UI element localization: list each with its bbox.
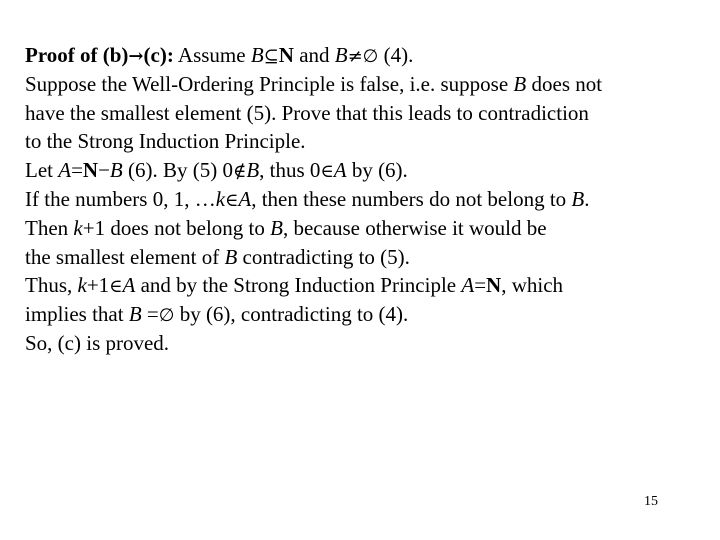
var-k: k (77, 273, 87, 298)
text-span: If the numbers 0, 1, … (25, 186, 216, 211)
proof-line-5 (25, 156, 715, 185)
var-A: A (461, 273, 475, 298)
proof-label: Proof of (b) (25, 43, 129, 67)
set-N: N (486, 273, 502, 298)
proof-line-6 (25, 185, 715, 214)
text-span: . (584, 186, 590, 211)
text-span: , because otherwise it would be (282, 215, 547, 240)
proof-line-3: have the smallest element (5). Prove that this leads to contradiction (25, 100, 589, 125)
text-span: Let (25, 158, 59, 183)
var-B: B (571, 186, 585, 211)
proof-label-target: (c): (143, 43, 174, 67)
text-span: and by the Strong Induction Principle (135, 273, 462, 298)
text-span: Assume (173, 43, 251, 67)
text-span: (6). By (5) 0 (122, 158, 233, 183)
text-span: +1 (86, 273, 110, 298)
var-A: A (238, 186, 252, 211)
var-A: A (58, 158, 72, 183)
set-N: N (82, 158, 99, 183)
empty-set-symbol: ∅ (158, 305, 175, 327)
var-k: k (215, 186, 226, 211)
neq-empty-symbol: ≠∅ (347, 46, 379, 67)
var-B: B (109, 158, 123, 183)
proof-line-10 (25, 300, 715, 329)
var-B: B (513, 71, 527, 96)
proof-line-4: to the Strong Induction Principle. (25, 129, 306, 154)
text-span: by (6), contradicting to (4). (174, 302, 409, 327)
eq-symbol: = (474, 273, 487, 298)
proof-text (25, 41, 715, 358)
text-span: implies that (25, 302, 129, 327)
text-span: Then (25, 215, 74, 240)
proof-line-2 (25, 70, 715, 99)
subset-symbol: ⊆ (263, 46, 279, 67)
notin-symbol: ∉ (232, 161, 247, 183)
set-N: N (278, 43, 294, 67)
proof-line-8 (25, 243, 715, 272)
proof-heading-line (25, 41, 715, 70)
eq-symbol: = (141, 302, 159, 327)
var-B: B (128, 302, 142, 327)
text-span: does not (526, 71, 603, 96)
text-span: contradicting to (5). (237, 244, 410, 269)
text-span: Thus, (25, 273, 78, 298)
var-B: B (246, 158, 260, 183)
text-span: , then these numbers do not belong to (251, 186, 572, 211)
in-symbol: ∈ (320, 161, 334, 183)
text-span: Suppose the Well-Ordering Principle is false, i.e. suppose (25, 71, 514, 96)
text-span: , thus 0 (259, 158, 321, 183)
var-B: B (334, 43, 348, 67)
text-span: and (293, 43, 335, 67)
minus-symbol: − (98, 158, 110, 183)
proof-line-7 (25, 214, 715, 243)
var-B: B (224, 244, 238, 269)
text-span: by (6). (346, 158, 408, 183)
var-A: A (333, 158, 347, 183)
text-span: , which (501, 273, 564, 298)
in-symbol: ∈ (225, 189, 239, 211)
implies-arrow-icon: → (128, 46, 144, 67)
var-B: B (270, 215, 283, 240)
eq-symbol: = (71, 158, 83, 183)
proof-line-9 (25, 271, 715, 300)
in-symbol: ∈ (109, 276, 123, 298)
proof-line-11: So, (c) is proved. (25, 330, 170, 355)
var-A: A (122, 273, 136, 298)
var-B: B (250, 43, 264, 67)
page-number: 15 (644, 494, 658, 509)
text-span: the smallest element of (25, 244, 225, 269)
text-span: (4). (378, 43, 414, 67)
var-k: k (73, 215, 83, 240)
text-span: +1 does not belong to (82, 215, 271, 240)
